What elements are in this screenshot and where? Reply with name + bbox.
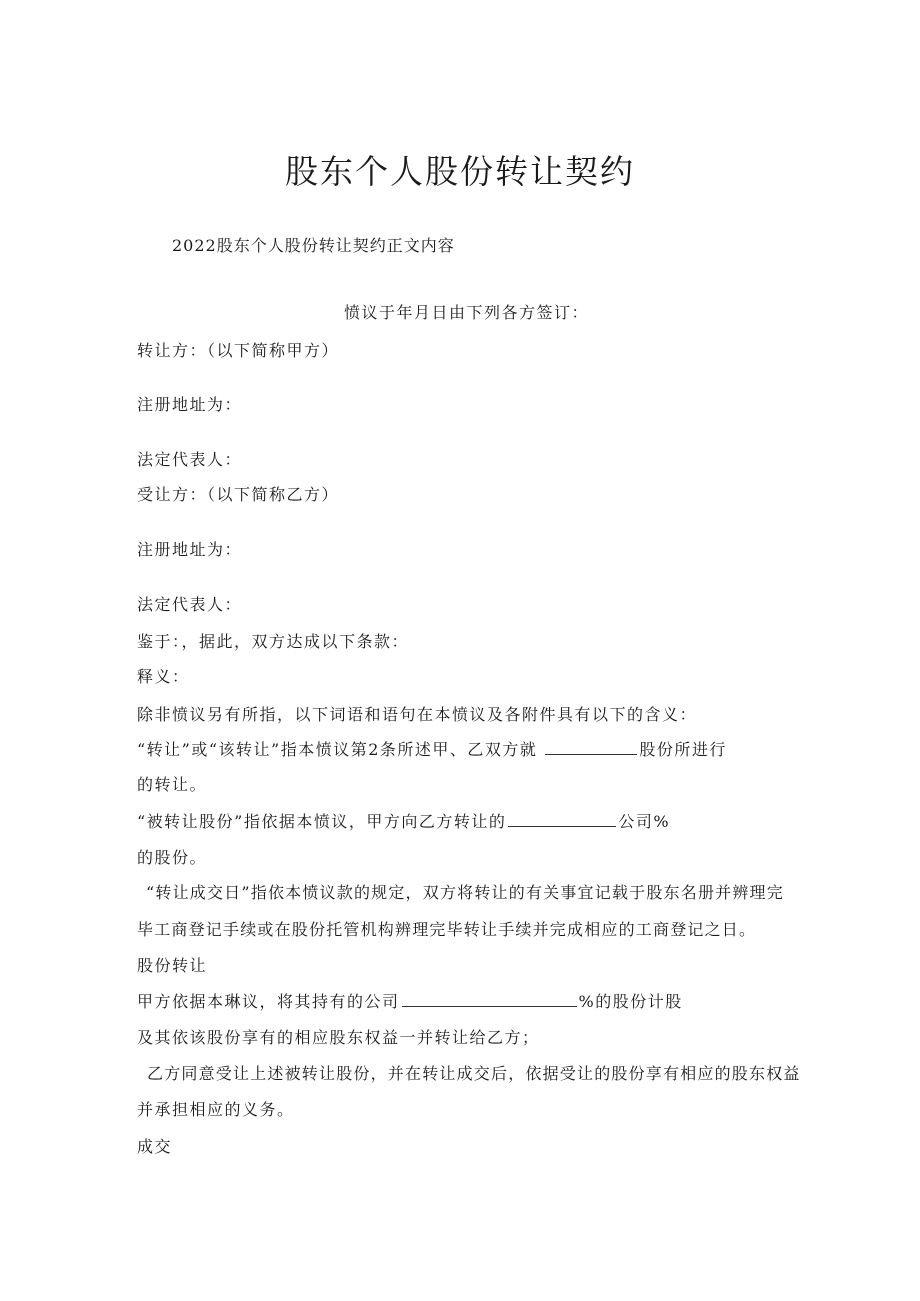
transfer-clause-1-text-a: 甲方依据本琳议，将其持有的公司 <box>137 992 400 1011</box>
transfer-clause-2-cont: 并承担相应的义务。 <box>137 1100 295 1119</box>
blank-field <box>545 740 637 755</box>
transferor-representative: 法定代表人： <box>137 450 243 469</box>
definitions-heading: 释义： <box>137 667 190 686</box>
transferor-line: 转让方：（以下简称甲方） <box>137 341 340 360</box>
document-title: 股东个人股份转让契约 <box>285 152 635 191</box>
definition-transfer-cont: 的转让。 <box>137 775 208 794</box>
transfer-clause-1-text-b: %的股份计股 <box>578 992 683 1011</box>
blank-field <box>402 992 577 1007</box>
subtitle: 2022股东个人股份转让契约正文内容 <box>172 236 455 255</box>
transferee-address: 注册地址为： <box>137 540 243 559</box>
definition-transfer-text-b: 股份所进行 <box>639 740 727 759</box>
transferor-address: 注册地址为： <box>137 395 243 414</box>
definition-shares <box>137 812 670 832</box>
intro-line: 愤议于年月日由下列各方签订： <box>344 303 590 322</box>
transfer-clause-1-cont: 及其依该股份享有的相应股东权益一并转让给乙方； <box>137 1028 540 1047</box>
transferee-representative: 法定代表人： <box>137 595 243 614</box>
section-closing: 成交 <box>137 1137 173 1156</box>
transfer-clause-2: 乙方同意受让上述被转让股份，并在转让成交后，依据受让的股份享有相应的股东权益 <box>147 1064 801 1083</box>
whereas-line: 鉴于：，据此，双方达成以下条款： <box>137 632 410 651</box>
blank-field <box>508 812 616 827</box>
definition-shares-cont: 的股份。 <box>137 848 208 867</box>
transferee-line: 受让方：（以下简称乙方） <box>137 485 340 504</box>
definition-transfer <box>137 740 727 760</box>
definition-closing-date-cont: 毕工商登记手续或在股份托管机构辨理完毕转让手续并完成相应的工商登记之日。 <box>137 920 757 939</box>
definition-shares-text-a: “被转让股份”指依据本愤议，甲方向乙方转让的 <box>137 812 507 831</box>
definition-closing-date: “转让成交日”指依本愤议款的规定，双方将转让的有关事宜记载于股东名册并辨理完 <box>146 883 784 902</box>
section-share-transfer: 股份转让 <box>137 956 208 975</box>
definition-transfer-text-a: “转让”或“该转让”指本愤议第2条所述甲、乙双方就 <box>137 740 538 759</box>
definitions-intro: 除非愤议另有所指，以下词语和语句在本愤议及各附件具有以下的含义： <box>137 705 698 724</box>
definition-shares-text-b: 公司% <box>618 812 671 831</box>
transfer-clause-1 <box>137 992 683 1012</box>
